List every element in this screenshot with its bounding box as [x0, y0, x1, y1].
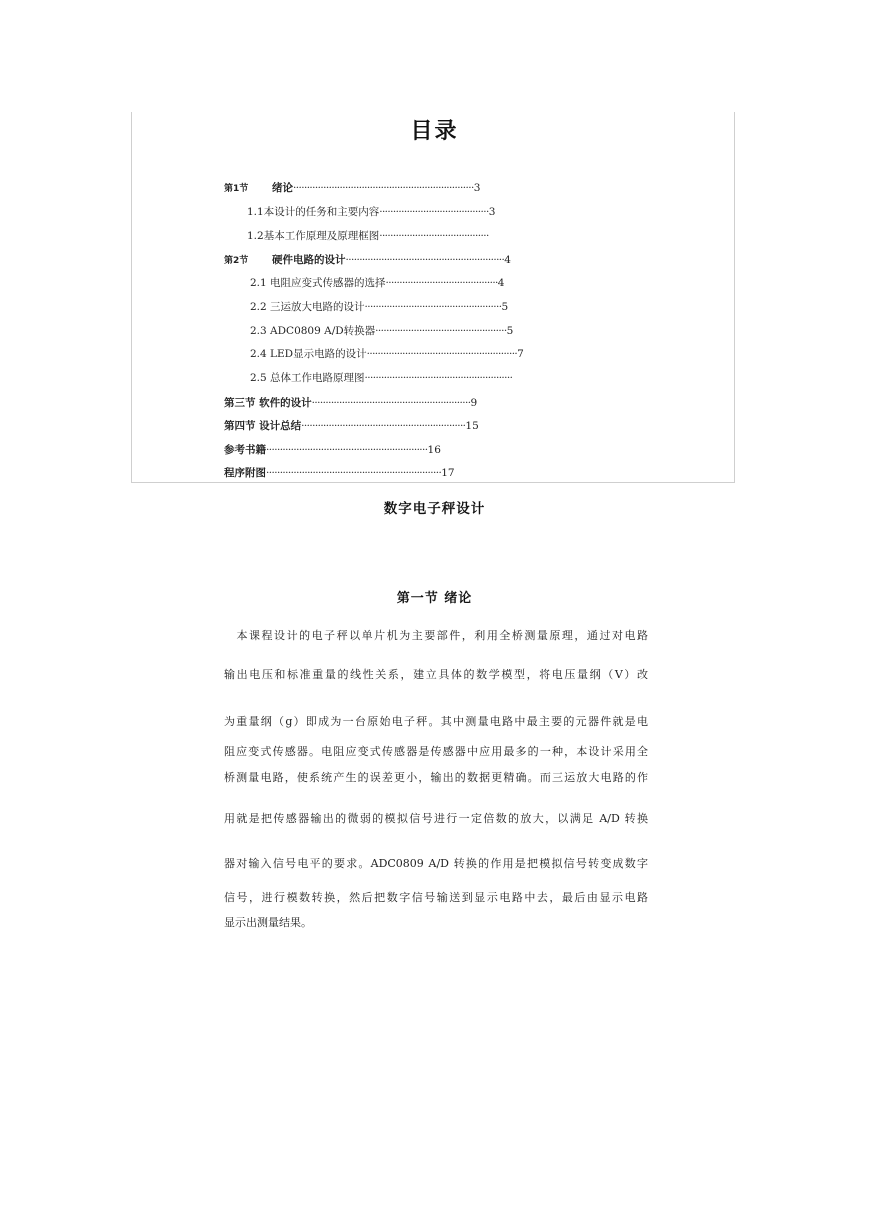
toc-title: 目录 — [410, 119, 459, 144]
toc-entry-number: 第1节 — [224, 184, 249, 194]
paragraph-line: 信号，进行模数转换，然后把数字信号输送到显示电路中去，最后由显示电路 — [224, 891, 648, 904]
toc-entry-page: 7 — [517, 348, 524, 360]
section-heading: 第一节 绪论 — [396, 591, 473, 606]
toc-entry-title: 2.3 ADC0809 A/D转换器 — [250, 325, 376, 337]
toc-entry-leader: ·················································· — [364, 301, 502, 313]
toc-entry-leader: ······················································· — [366, 348, 518, 360]
paragraph-line: 输出电压和标准重量的线性关系，建立具体的数学模型，将电压量纲（V）改 — [224, 668, 648, 681]
toc-entry[interactable] — [224, 396, 477, 410]
toc-entry-page: 4 — [504, 254, 511, 266]
toc-entry[interactable] — [250, 276, 504, 290]
paragraph-line: 为重量纲（g）即成为一台原始电子秤。其中测量电路中最主要的元器件就是电 — [224, 715, 648, 728]
toc-entry-leader: ·························································· — [311, 397, 471, 409]
toc-entry[interactable] — [224, 443, 441, 457]
paragraph-line: 用就是把传感器输出的微弱的模拟信号进行一定倍数的放大，以满足 A/D 转换 — [224, 812, 648, 825]
document-title: 数字电子秤设计 — [383, 501, 486, 517]
toc-entry[interactable] — [224, 419, 479, 433]
toc-entry-title: 2.5 总体工作电路原理图 — [250, 372, 365, 384]
toc-entry-leader: ···························································· — [301, 420, 466, 432]
toc-entry-leader: ········································ — [379, 230, 489, 242]
toc-entry[interactable] — [224, 181, 480, 196]
toc-entry-title: 1.2基本工作原理及原理框图 — [247, 230, 380, 242]
toc-entry-title: 第四节 设计总结 — [224, 420, 302, 432]
toc-entry-title: 硬件电路的设计 — [272, 254, 346, 266]
toc-entry[interactable] — [224, 466, 455, 480]
toc-entry-title: 2.4 LED显示电路的设计 — [250, 348, 367, 360]
paragraph-line: 器对输入信号电平的要求。ADC0809 A/D 转换的作用是把模拟信号转变成数字 — [224, 857, 648, 870]
toc-entry-title: 第三节 软件的设计 — [224, 397, 312, 409]
toc-entry-leader: ········································ — [379, 206, 489, 218]
toc-entry[interactable] — [250, 300, 508, 314]
toc-entry-leader: ································································ — [266, 467, 442, 479]
toc-entry-page: 15 — [465, 420, 479, 432]
toc-entry[interactable] — [250, 347, 524, 361]
paragraph-line: 阻应变式传感器。电阻应变式传感器是传感器中应用最多的一种，本设计采用全 — [224, 745, 648, 758]
toc-entry[interactable] — [247, 205, 495, 219]
paragraph-line: 显示出测量结果。 — [224, 916, 312, 929]
toc-entry-page: 16 — [427, 444, 441, 456]
toc-entry-title: 1.1本设计的任务和主要内容 — [247, 206, 380, 218]
toc-entry-page: 5 — [501, 301, 509, 313]
toc-entry-title: 参考书籍 — [224, 444, 266, 456]
toc-entry-page: 9 — [470, 397, 478, 409]
paragraph-line: 本课程设计的电子秤以单片机为主要部件，利用全桥测量原理，通过对电路 — [224, 629, 648, 642]
toc-entry-leader: ·································································· — [293, 182, 474, 194]
toc-entry-page: 4 — [497, 277, 505, 289]
toc-entry-page: 3 — [488, 206, 496, 218]
toc-entry-title: 程序附图 — [224, 467, 266, 479]
toc-entry-leader: ················································ — [375, 325, 507, 337]
toc-entry-leader: ······················································ — [364, 372, 513, 384]
toc-entry[interactable] — [250, 324, 513, 338]
toc-entry-page: 5 — [506, 325, 514, 337]
toc-entry-leader: ··························································· — [266, 444, 428, 456]
toc-entry-title: 2.1 电阻应变式传感器的选择 — [250, 277, 386, 289]
paragraph-line: 桥测量电路，使系统产生的误差更小，输出的数据更精确。而三运放大电路的作 — [224, 771, 648, 784]
toc-entry[interactable] — [247, 229, 489, 243]
toc-entry[interactable] — [250, 371, 512, 385]
toc-entry-leader: ·························································· — [345, 254, 505, 266]
toc-entry-title: 绪论 — [272, 182, 293, 194]
toc-entry-leader: ········································· — [385, 277, 498, 289]
toc-entry-number: 第2节 — [224, 256, 249, 266]
toc-entry-title: 2.2 三运放大电路的设计 — [250, 301, 365, 313]
toc-entry-page: 17 — [441, 467, 455, 479]
toc-entry[interactable] — [224, 253, 511, 268]
toc-entry-page: 3 — [473, 182, 481, 194]
